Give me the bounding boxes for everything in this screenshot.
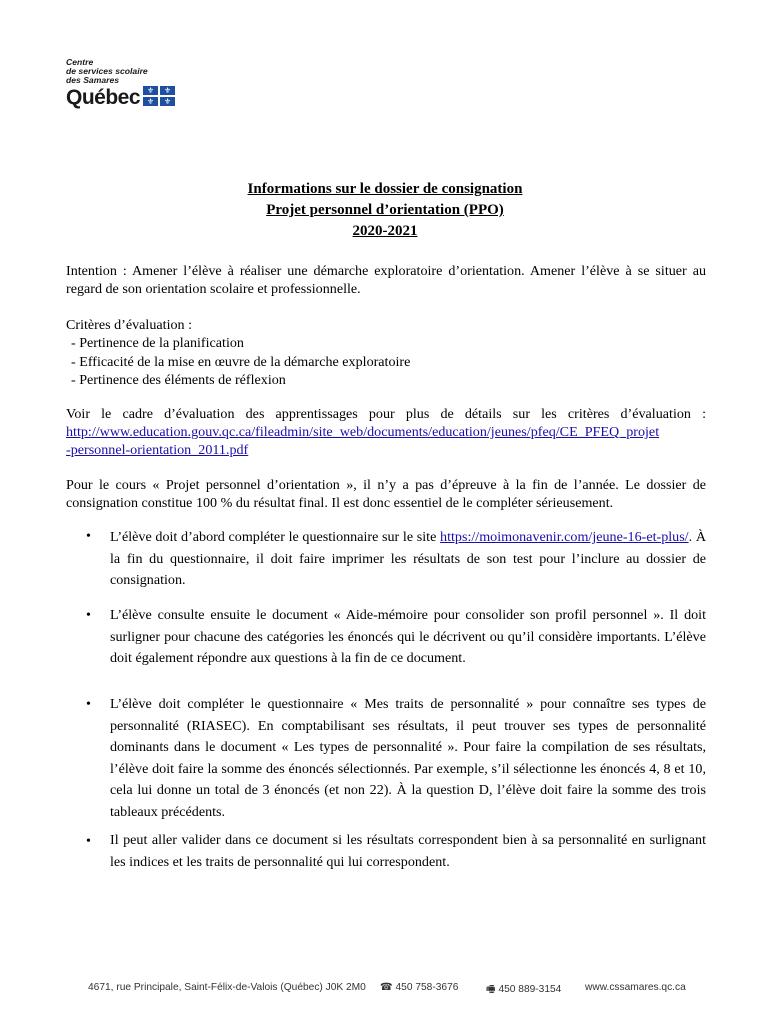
criteria-item: - Efficacité de la mise en œuvre de la démarche exploratoire — [71, 353, 411, 370]
logo-org-line-1: Centre — [66, 57, 94, 67]
list-item-validation: Il peut aller valider dans ce document si les résultats correspondent bien à sa personnalité en surlignant les indices et les traits de personnalité qui lui correspondent. — [110, 832, 706, 870]
moimonavenir-link[interactable]: https://moimonavenir.com/jeune-16-et-plus/ — [440, 529, 689, 545]
footer — [0, 982, 770, 996]
school-year: 2020-2021 — [352, 223, 418, 239]
criteria-heading: Critères d’évaluation : — [66, 317, 193, 333]
intention-paragraph: Intention : Amener l’élève à réaliser une démarche exploratoire d’orientation. Amener l’élève à se situer au regard de son orientation scolaire et professionnelle. — [66, 263, 706, 298]
footer-fax: 🖷 450 889-3154 — [486, 984, 562, 995]
footer-website[interactable]: www.cssamares.qc.ca — [585, 982, 686, 993]
school-service-center-logo — [66, 58, 226, 112]
logo-quebec-wordmark: Québec — [66, 86, 141, 109]
criteria-item: - Pertinence des éléments de réflexion — [71, 371, 286, 388]
footer-address: 4671, rue Principale, Saint-Félix-de-Valois (Québec) J0K 2M0 — [88, 982, 366, 993]
logo-org-line-2: de services scolaire — [66, 66, 148, 76]
course-paragraph: Pour le cours « Projet personnel d’orientation », il n’y a pas d’épreuve à la fin de l’année. Le dossier de consignation constitue 100 % du résultat final. Il est donc essentiel de le compléter sérieusement. — [66, 477, 706, 512]
bullet-icon: • — [86, 529, 91, 544]
cadre-link-line-1[interactable]: http://www.education.gouv.qc.ca/fileadmin/site_web/documents/education/jeunes/pfeq/CE_PFEQ_projet — [66, 424, 660, 440]
criteria-item: - Pertinence de la planification — [71, 335, 244, 352]
bullet-icon: • — [86, 834, 91, 849]
quebec-flag-icon: ⚜ ⚜ ⚜ ⚜ — [143, 86, 175, 106]
cadre-paragraph: Voir le cadre d’évaluation des apprentissages pour plus de détails sur les critères d’évaluation : — [66, 406, 706, 422]
footer-phone: ☎ 450 758-3676 — [380, 982, 459, 993]
bullet-icon: • — [86, 697, 91, 712]
list-item-traits-personnalite: L’élève doit compléter le questionnaire « Mes traits de personnalité » pour connaître ses types de personnalité (RIASEC). En comptabilisant ses résultats, il peut trouver ses types de personnalité dominants dans le document « Les types de personnalité ». Pour faire la compilation de ses résultats, l’élève doit faire la somme des énoncés sélectionnés. Par exemple, s’il sélectionne les énoncés 4, 8 et 10, cela lui donne un total de 3 énoncés (et non 22). À la question D, l’élève doit faire la somme des trois tableaux précédents. — [110, 696, 706, 820]
cadre-link-line-2[interactable]: -personnel-orientation_2011.pdf — [66, 442, 249, 459]
bullet-icon: • — [86, 608, 91, 623]
document-title: Informations sur le dossier de consignation — [247, 181, 523, 197]
logo-org-line-3: des Samares — [66, 75, 120, 85]
list-item-aide-memoire: L’élève consulte ensuite le document « Aide-mémoire pour consolider son profil personnel ». Il doit surligner pour chacune des catégories les énoncés qui le décrivent ou qu’il considère importants. L’élève doit également répondre aux questions à la fin de ce document. — [110, 607, 706, 666]
document-subtitle: Projet personnel d’orientation (PPO) — [266, 202, 504, 218]
criteria-section — [66, 316, 706, 389]
list-item-questionnaire: L’élève doit d’abord compléter le questionnaire sur le site https://moimonavenir.com/jeune-16-et-plus/. À la fin du questionnaire, il doit faire imprimer les résultats de son test pour l’inclure au dossier de consignation. — [110, 529, 706, 588]
cadre-link[interactable] — [66, 423, 706, 460]
